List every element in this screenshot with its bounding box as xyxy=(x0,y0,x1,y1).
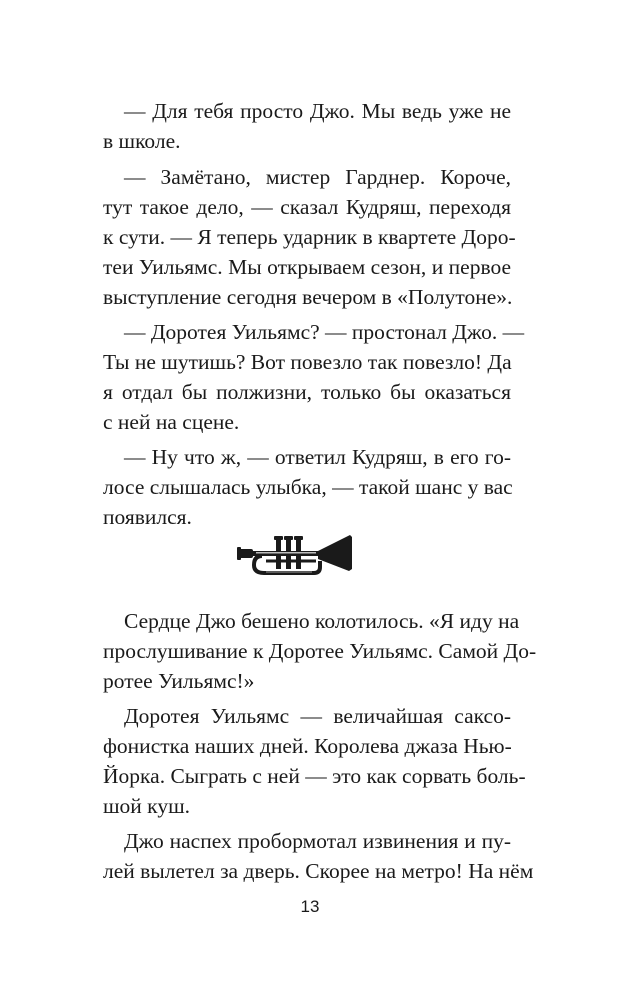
page-number: 13 xyxy=(300,897,320,916)
text-line: появился. xyxy=(103,505,192,529)
text-line: выступление сегодня вечером в «Полутоне». xyxy=(103,285,513,309)
text-line: я отдал бы полжизни, только бы оказаться xyxy=(103,380,511,404)
text-line: — Доротея Уильямс? — простонал Джо. — xyxy=(124,320,525,344)
text-line: прослушивание к Доротее Уильямс. Самой До- xyxy=(103,639,537,663)
text-line: фонистка наших дней. Королева джаза Нью- xyxy=(103,734,512,758)
text-line: к сути. — Я теперь ударник в квартете Доро- xyxy=(103,225,516,249)
text-line: ротее Уильямс!» xyxy=(103,669,255,693)
text-line: тут такое дело, — сказал Кудряш, переходя xyxy=(103,195,511,219)
text-line: Доротея Уильямс — величайшая саксо- xyxy=(124,704,511,728)
text-line: лосе слышалась улыбка, — такой шанс у вас xyxy=(103,475,513,499)
text-line: шой куш. xyxy=(103,794,191,818)
text-line: — Ну что ж, — ответил Кудряш, в его го- xyxy=(124,445,511,469)
text-line: Сердце Джо бешено колотилось. «Я иду на xyxy=(124,609,520,633)
text-line: теи Уильямс. Мы открываем сезон, и первое xyxy=(103,255,511,279)
text-line: с ней на сцене. xyxy=(103,410,240,434)
text-line: Йорка. Сыграть с ней — это как сорвать боль- xyxy=(103,764,526,788)
text-line: лей вылетел за дверь. Скорее на метро! На нём xyxy=(103,859,534,883)
trumpet-icon xyxy=(236,531,354,581)
text-line: Ты не шутишь? Вот повезло так повезло! Да xyxy=(103,350,512,374)
text-line: — Для тебя просто Джо. Мы ведь уже не xyxy=(124,99,511,123)
text-line: в школе. xyxy=(103,129,181,153)
text-line: Джо наспех пробормотал извинения и пу- xyxy=(124,829,511,853)
text-line: — Замётано, мистер Гарднер. Короче, xyxy=(124,165,511,189)
